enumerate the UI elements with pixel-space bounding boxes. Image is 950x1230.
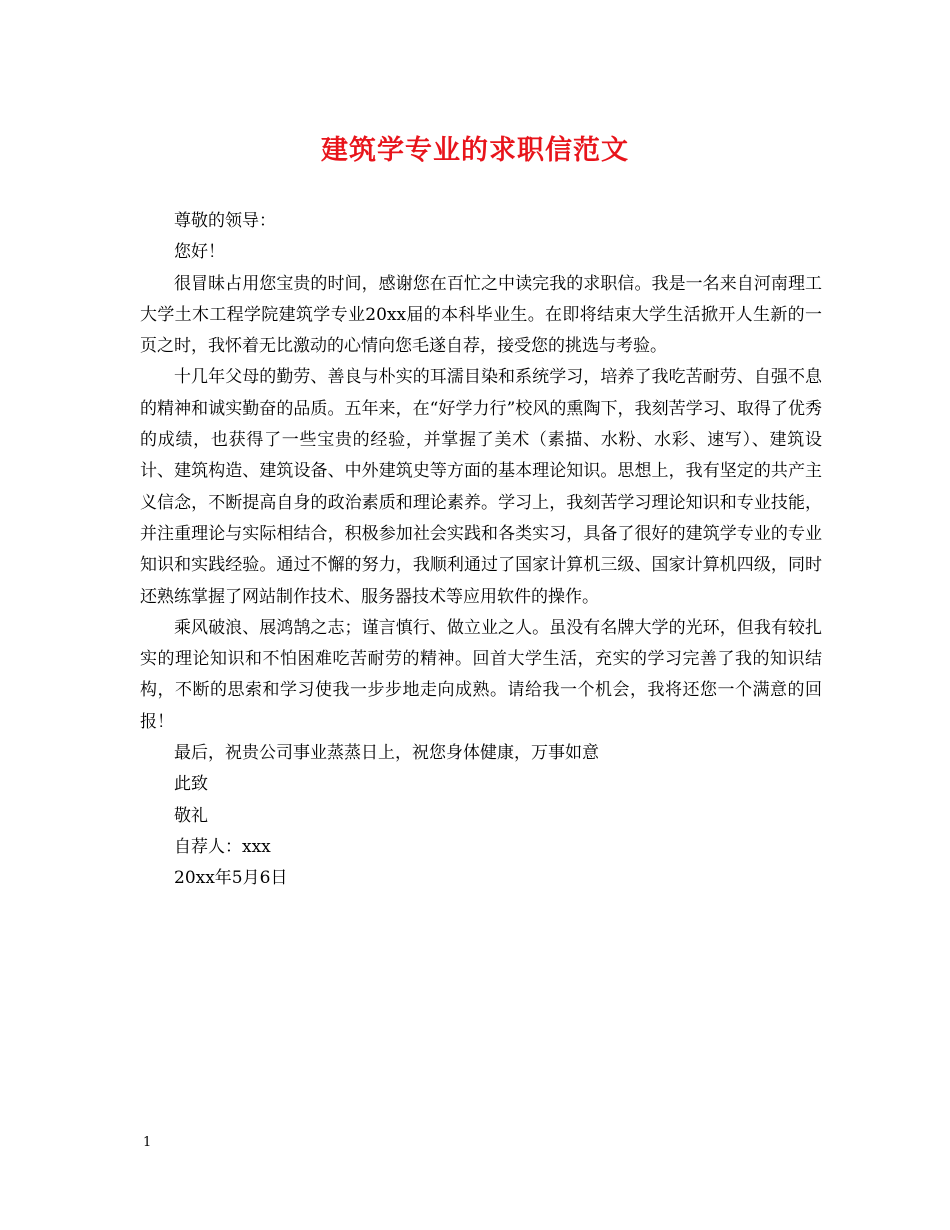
closing-jingli: 敬礼 xyxy=(174,805,208,826)
paragraph-intro: 很冒昧占用您宝贵的时间，感谢您在百忙之中读完我的求职信。我是一名来自河南理工大学土木工程学院建筑学专业20xx届的本科毕业生。在即将结束大学生活掀开人生新的一页之时，我怀着无比激动的心情向您毛遂自荐，接受您的挑选与考验。 xyxy=(140,273,822,357)
closing-cizhi: 此致 xyxy=(174,774,208,795)
greeting: 您好！ xyxy=(174,242,225,263)
document-title: 建筑学专业的求职信范文 xyxy=(321,135,629,166)
salutation: 尊敬的领导： xyxy=(174,211,276,231)
signature: 自荐人：xxx xyxy=(174,836,271,857)
paragraph-qualifications: 十几年父母的勤劳、善良与朴实的耳濡目染和系统学习，培养了我吃苦耐劳、自强不息的精神和诚实勤奋的品质。五年来，在“好学力行”校风的熏陶下，我刻苦学习、取得了优秀的成绩，也获得了一些宝贵的经验，并掌握了美术（素描、水粉、水彩、速写）、建筑设计、建筑构造、建筑设备、中外建筑史等方面的基本理论知识。思想上，我有坚定的共产主义信念，不断提高自身的政治素质和理论素养。学习上，我刻苦学习理论知识和专业技能，并注重理论与实际相结合，积极参加社会实践和各类实习，具备了很好的建筑学专业的专业知识和实践经验。通过不懈的努力，我顺利通过了国家计算机三级、国家计算机四级，同时还熟练掌握了网站制作技术、服务器技术等应用软件的操作。 xyxy=(140,367,822,607)
paragraph-aspiration: 乘风破浪、展鸿鹄之志；谨言慎行、做立业之人。虽没有名牌大学的光环，但我有较扎实的理论知识和不怕困难吃苦耐劳的精神。回首大学生活，充实的学习完善了我的知识结构，不断的思索和学习使我一步步地走向成熟。请给我一个机会，我将还您一个满意的回报！ xyxy=(140,617,822,732)
closing-wish: 最后，祝贵公司事业蒸蒸日上，祝您身体健康，万事如意 xyxy=(174,743,599,764)
date: 20xx年5月6日 xyxy=(174,868,288,889)
letter-body xyxy=(140,206,822,895)
page-number: 1 xyxy=(143,1135,152,1150)
